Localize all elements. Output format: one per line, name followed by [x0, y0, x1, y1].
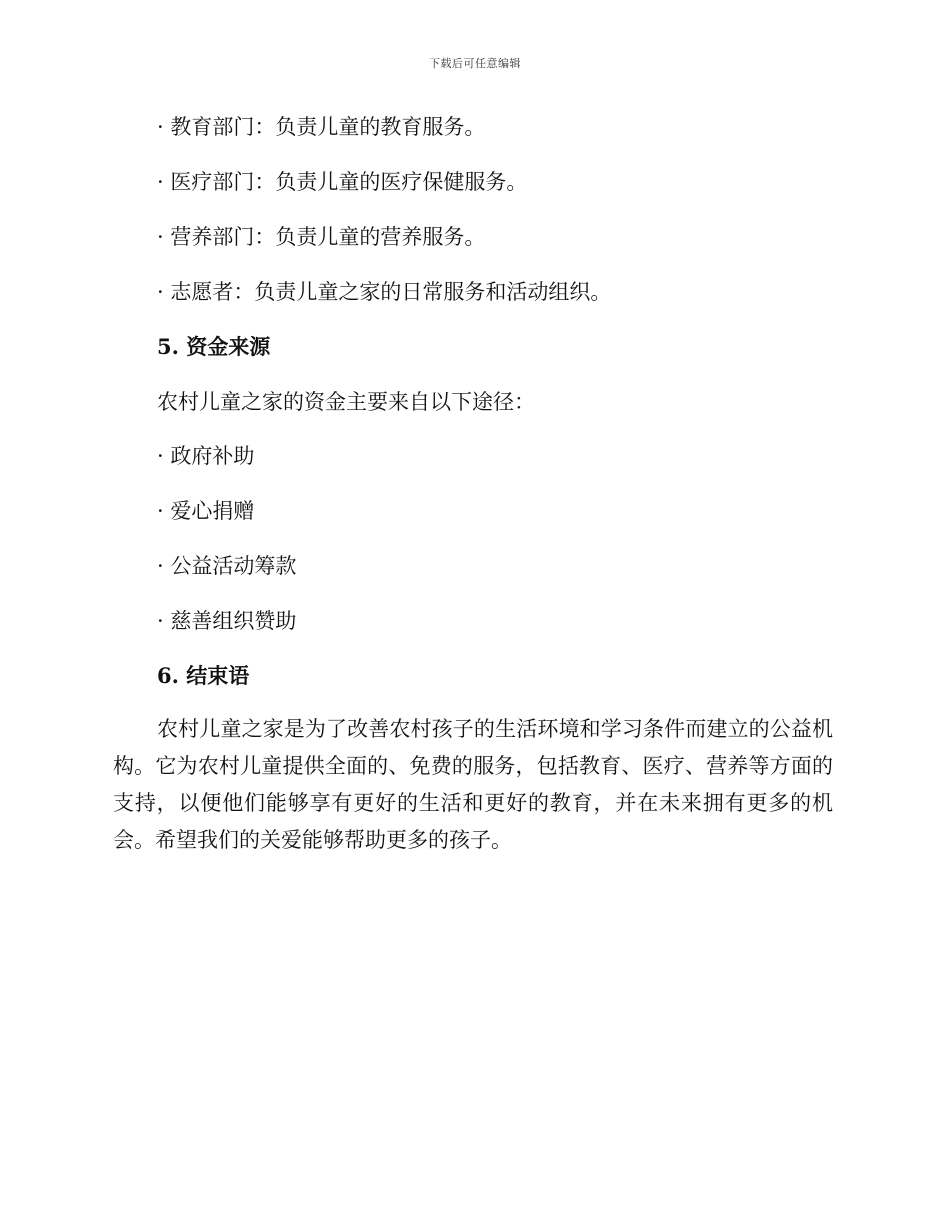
section-heading-conclusion: 6. 结束语: [157, 663, 250, 688]
conclusion-paragraph: 农村儿童之家是为了改善农村孩子的生活环境和学习条件而建立的公益机构。它为农村儿童提供全面的、免费的服务，包括教育、医疗、营养等方面的支持，以便他们能够享有更好的生活和更好的教育，并在未来拥有更多的机会。希望我们的关爱能够帮助更多的孩子。: [113, 717, 833, 852]
page-header-note: 下载后可任意编辑: [429, 57, 521, 70]
funding-item-donation: · 爱心捐赠: [157, 499, 255, 523]
section-heading-funding: 5. 资金来源: [157, 334, 271, 359]
funding-intro: 农村儿童之家的资金主要来自以下途径：: [157, 390, 535, 414]
department-item-medical: · 医疗部门：负责儿童的医疗保健服务。: [157, 170, 528, 194]
department-item-volunteers: · 志愿者：负责儿童之家的日常服务和活动组织。: [157, 280, 612, 304]
department-item-nutrition: · 营养部门：负责儿童的营养服务。: [157, 225, 486, 249]
department-item-education: · 教育部门：负责儿童的教育服务。: [157, 115, 486, 139]
funding-item-government: · 政府补助: [157, 444, 255, 468]
funding-item-charity: · 慈善组织赞助: [157, 609, 297, 633]
funding-item-fundraising: · 公益活动筹款: [157, 554, 297, 578]
